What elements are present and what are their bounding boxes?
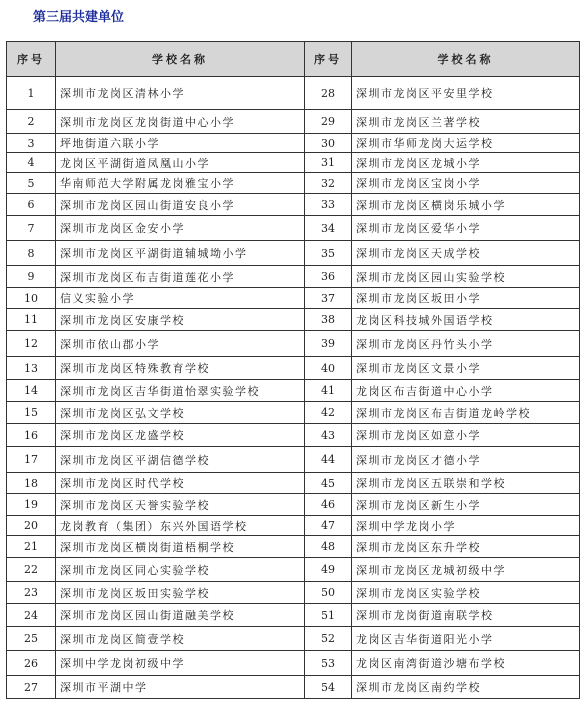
row-school-right: 深圳市龙岗区横岗乐城小学 xyxy=(352,194,580,216)
row-school-left: 龙岗区平湖街道凤凰山小学 xyxy=(56,153,305,173)
row-seq-left: 14 xyxy=(7,380,56,402)
header-school-left: 学校名称 xyxy=(56,42,305,77)
table-row xyxy=(7,604,580,627)
header-seq-right: 序号 xyxy=(305,42,352,77)
row-seq-right: 49 xyxy=(305,558,352,582)
row-school-left: 坪地街道六联小学 xyxy=(56,134,305,153)
row-seq-right: 43 xyxy=(305,424,352,447)
row-school-right: 龙岗区布吉街道中心小学 xyxy=(352,380,580,402)
table-row xyxy=(7,216,580,241)
table-row xyxy=(7,676,580,699)
row-seq-right: 37 xyxy=(305,288,352,309)
row-school-left: 深圳市龙岗区简壹学校 xyxy=(56,627,305,651)
row-school-right: 深圳市龙岗街道南联学校 xyxy=(352,604,580,627)
row-seq-right: 38 xyxy=(305,309,352,331)
row-school-left: 深圳市龙岗区布吉街道莲花小学 xyxy=(56,266,305,288)
row-school-right: 龙岗区吉华街道阳光小学 xyxy=(352,627,580,651)
row-school-left: 深圳市龙岗区安康学校 xyxy=(56,309,305,331)
row-seq-right: 44 xyxy=(305,447,352,473)
table-row xyxy=(7,173,580,194)
row-seq-right: 50 xyxy=(305,582,352,604)
row-school-left: 深圳市龙岗区龙岗街道中心小学 xyxy=(56,110,305,134)
row-seq-left: 8 xyxy=(7,241,56,266)
row-school-right: 龙岗区科技城外国语学校 xyxy=(352,309,580,331)
table-row xyxy=(7,266,580,288)
row-seq-left: 20 xyxy=(7,516,56,536)
row-seq-right: 54 xyxy=(305,676,352,699)
row-seq-left: 23 xyxy=(7,582,56,604)
row-seq-left: 26 xyxy=(7,651,56,676)
row-seq-left: 7 xyxy=(7,216,56,241)
table-row xyxy=(7,627,580,651)
page-title: 第三届共建单位 xyxy=(33,10,125,25)
row-school-right: 深圳中学龙岗小学 xyxy=(352,516,580,536)
row-seq-right: 53 xyxy=(305,651,352,676)
row-seq-right: 35 xyxy=(305,241,352,266)
row-school-right: 深圳市龙岗区如意小学 xyxy=(352,424,580,447)
row-school-right: 深圳市龙岗区龙城小学 xyxy=(352,153,580,173)
row-seq-right: 33 xyxy=(305,194,352,216)
row-seq-right: 52 xyxy=(305,627,352,651)
row-school-right: 深圳市龙岗区平安里学校 xyxy=(352,77,580,110)
row-seq-left: 22 xyxy=(7,558,56,582)
row-school-right: 深圳市龙岗区实验学校 xyxy=(352,582,580,604)
row-school-right: 深圳市华师龙岗大运学校 xyxy=(352,134,580,153)
row-seq-right: 46 xyxy=(305,494,352,516)
school-table xyxy=(6,41,580,699)
table-row xyxy=(7,380,580,402)
table-row xyxy=(7,536,580,558)
row-seq-left: 6 xyxy=(7,194,56,216)
row-school-left: 深圳市龙岗区园山街道融美学校 xyxy=(56,604,305,627)
row-school-left: 深圳市龙岗区特殊教育学校 xyxy=(56,357,305,380)
table-row xyxy=(7,651,580,676)
row-seq-right: 28 xyxy=(305,77,352,110)
row-seq-left: 27 xyxy=(7,676,56,699)
table-row xyxy=(7,331,580,357)
row-school-right: 深圳市龙岗区东升学校 xyxy=(352,536,580,558)
table-row xyxy=(7,494,580,516)
row-school-left: 信义实验小学 xyxy=(56,288,305,309)
row-school-left: 深圳中学龙岗初级中学 xyxy=(56,651,305,676)
table-body xyxy=(7,77,580,699)
table-row xyxy=(7,194,580,216)
row-school-right: 深圳市龙岗区五联崇和学校 xyxy=(352,473,580,494)
row-seq-right: 30 xyxy=(305,134,352,153)
header-school-right: 学校名称 xyxy=(352,42,580,77)
row-school-left: 深圳市龙岗区横岗街道梧桐学校 xyxy=(56,536,305,558)
row-seq-right: 31 xyxy=(305,153,352,173)
table-row xyxy=(7,153,580,173)
row-school-left: 深圳市龙岗区金安小学 xyxy=(56,216,305,241)
row-school-left: 龙岗教育（集团）东兴外国语学校 xyxy=(56,516,305,536)
row-school-right: 深圳市龙岗区园山实验学校 xyxy=(352,266,580,288)
row-seq-left: 21 xyxy=(7,536,56,558)
table-row xyxy=(7,309,580,331)
row-seq-left: 1 xyxy=(7,77,56,110)
header-seq-left: 序号 xyxy=(7,42,56,77)
row-seq-left: 25 xyxy=(7,627,56,651)
table-row xyxy=(7,134,580,153)
table-row xyxy=(7,402,580,424)
row-seq-left: 12 xyxy=(7,331,56,357)
row-school-left: 深圳市龙岗区时代学校 xyxy=(56,473,305,494)
table-row xyxy=(7,447,580,473)
table-row xyxy=(7,77,580,110)
row-seq-left: 4 xyxy=(7,153,56,173)
header-row xyxy=(7,42,580,77)
row-school-right: 深圳市龙岗区宝岗小学 xyxy=(352,173,580,194)
row-seq-left: 16 xyxy=(7,424,56,447)
row-seq-left: 19 xyxy=(7,494,56,516)
row-school-left: 深圳市龙岗区园山街道安良小学 xyxy=(56,194,305,216)
row-seq-left: 17 xyxy=(7,447,56,473)
row-seq-left: 10 xyxy=(7,288,56,309)
row-seq-left: 9 xyxy=(7,266,56,288)
row-school-left: 深圳市龙岗区清林小学 xyxy=(56,77,305,110)
row-seq-left: 2 xyxy=(7,110,56,134)
row-school-right: 深圳市龙岗区坂田小学 xyxy=(352,288,580,309)
row-school-left: 深圳市依山郡小学 xyxy=(56,331,305,357)
row-school-left: 深圳市龙岗区平湖信德学校 xyxy=(56,447,305,473)
row-school-left: 深圳市龙岗区坂田实验学校 xyxy=(56,582,305,604)
table-row xyxy=(7,288,580,309)
row-seq-left: 11 xyxy=(7,309,56,331)
row-school-left: 深圳市龙岗区平湖街道辅城坳小学 xyxy=(56,241,305,266)
row-school-right: 深圳市龙岗区才德小学 xyxy=(352,447,580,473)
row-seq-right: 29 xyxy=(305,110,352,134)
row-seq-left: 3 xyxy=(7,134,56,153)
row-seq-right: 32 xyxy=(305,173,352,194)
row-school-right: 深圳市龙岗区丹竹头小学 xyxy=(352,331,580,357)
row-school-right: 深圳市龙岗区新生小学 xyxy=(352,494,580,516)
row-school-left: 深圳市龙岗区弘文学校 xyxy=(56,402,305,424)
row-seq-right: 48 xyxy=(305,536,352,558)
table-row xyxy=(7,357,580,380)
row-seq-left: 13 xyxy=(7,357,56,380)
table-row xyxy=(7,582,580,604)
row-school-right: 深圳市龙岗区兰著学校 xyxy=(352,110,580,134)
row-seq-left: 24 xyxy=(7,604,56,627)
row-seq-left: 5 xyxy=(7,173,56,194)
row-seq-right: 41 xyxy=(305,380,352,402)
table-row xyxy=(7,558,580,582)
row-seq-right: 47 xyxy=(305,516,352,536)
row-school-right: 深圳市龙岗区布吉街道龙岭学校 xyxy=(352,402,580,424)
row-seq-right: 45 xyxy=(305,473,352,494)
row-school-right: 深圳市龙岗区爱华小学 xyxy=(352,216,580,241)
row-school-left: 深圳市龙岗区天誉实验学校 xyxy=(56,494,305,516)
row-seq-left: 15 xyxy=(7,402,56,424)
table-row xyxy=(7,516,580,536)
row-seq-right: 36 xyxy=(305,266,352,288)
row-seq-right: 42 xyxy=(305,402,352,424)
row-school-right: 龙岗区南湾街道沙塘布学校 xyxy=(352,651,580,676)
row-seq-left: 18 xyxy=(7,473,56,494)
row-seq-right: 34 xyxy=(305,216,352,241)
row-school-right: 深圳市龙岗区天成学校 xyxy=(352,241,580,266)
row-school-left: 深圳市龙岗区龙盛学校 xyxy=(56,424,305,447)
table-row xyxy=(7,473,580,494)
table-row xyxy=(7,110,580,134)
table-row xyxy=(7,424,580,447)
table-row xyxy=(7,241,580,266)
row-school-left: 华南师范大学附属龙岗雅宝小学 xyxy=(56,173,305,194)
row-seq-right: 39 xyxy=(305,331,352,357)
row-seq-right: 40 xyxy=(305,357,352,380)
row-school-right: 深圳市龙岗区文景小学 xyxy=(352,357,580,380)
row-school-left: 深圳市龙岗区同心实验学校 xyxy=(56,558,305,582)
row-seq-right: 51 xyxy=(305,604,352,627)
row-school-right: 深圳市龙岗区南约学校 xyxy=(352,676,580,699)
row-school-left: 深圳市平湖中学 xyxy=(56,676,305,699)
row-school-right: 深圳市龙岗区龙城初级中学 xyxy=(352,558,580,582)
row-school-left: 深圳市龙岗区吉华街道怡翠实验学校 xyxy=(56,380,305,402)
